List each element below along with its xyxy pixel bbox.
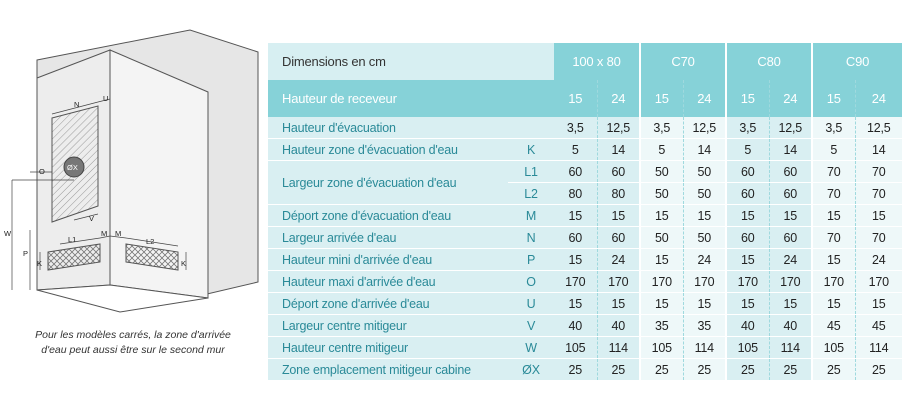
value-cell: 15	[554, 205, 597, 227]
value-cell: 105	[554, 337, 597, 359]
receiver-height-cell: 24	[683, 80, 726, 117]
table-row	[268, 249, 902, 271]
value-cell: 12,5	[597, 117, 640, 139]
row-letter: P	[508, 249, 554, 271]
row-label: Hauteur mini d'arrivée d'eau	[268, 249, 508, 271]
value-cell: 15	[769, 205, 812, 227]
row-letter: V	[508, 315, 554, 337]
value-cell: 170	[554, 271, 597, 293]
value-cell: 15	[683, 293, 726, 315]
row-letter: W	[508, 337, 554, 359]
model-header: C70	[640, 43, 726, 80]
value-cell: 25	[812, 359, 855, 381]
table-row	[268, 359, 902, 381]
label-ox: ØX	[67, 163, 78, 172]
receiver-height-cell: 24	[769, 80, 812, 117]
receiver-height-cell: 15	[554, 80, 597, 117]
value-cell: 5	[726, 139, 769, 161]
row-label: Hauteur zone d'évacuation d'eau	[268, 139, 508, 161]
value-cell: 24	[769, 249, 812, 271]
table-row	[268, 161, 902, 183]
value-cell: 24	[597, 249, 640, 271]
value-cell: 50	[640, 227, 683, 249]
value-cell: 15	[554, 249, 597, 271]
value-cell: 15	[554, 293, 597, 315]
label-l1: L1	[68, 235, 77, 244]
value-cell: 3,5	[812, 117, 855, 139]
value-cell: 80	[554, 183, 597, 205]
label-p: P	[23, 249, 29, 258]
label-o: O	[39, 167, 45, 176]
value-cell: 70	[855, 227, 902, 249]
value-cell: 114	[683, 337, 726, 359]
receiver-height-row	[268, 80, 902, 117]
diagram-caption	[8, 328, 258, 358]
value-cell: 12,5	[769, 117, 812, 139]
row-label: Largeur arrivée d'eau	[268, 227, 508, 249]
value-cell: 24	[683, 249, 726, 271]
row-label: Zone emplacement mitigeur cabine	[268, 359, 508, 381]
value-cell: 114	[597, 337, 640, 359]
value-cell: 50	[683, 183, 726, 205]
value-cell: 15	[769, 293, 812, 315]
row-label: Hauteur d'évacuation	[268, 117, 508, 139]
value-cell: 35	[640, 315, 683, 337]
value-cell: 60	[554, 227, 597, 249]
value-cell: 105	[812, 337, 855, 359]
receiver-height-cell: 15	[640, 80, 683, 117]
value-cell: 3,5	[554, 117, 597, 139]
label-k2: K	[181, 259, 187, 268]
value-cell: 15	[812, 205, 855, 227]
value-cell: 3,5	[640, 117, 683, 139]
shower-dimension-diagram	[0, 0, 265, 330]
value-cell: 25	[855, 359, 902, 381]
row-label: Hauteur maxi d'arrivée d'eau	[268, 271, 508, 293]
value-cell: 15	[683, 205, 726, 227]
header-label: Dimensions en cm	[268, 43, 554, 80]
table-row	[268, 271, 902, 293]
value-cell: 14	[855, 139, 902, 161]
label-m1: M	[101, 229, 108, 238]
value-cell: 5	[812, 139, 855, 161]
value-cell: 60	[726, 183, 769, 205]
value-cell: 15	[812, 249, 855, 271]
table-row	[268, 117, 902, 139]
value-cell: 50	[640, 161, 683, 183]
table-row	[268, 293, 902, 315]
receiver-height-cell: 15	[812, 80, 855, 117]
value-cell: 5	[554, 139, 597, 161]
value-cell: 15	[855, 205, 902, 227]
value-cell: 25	[726, 359, 769, 381]
value-cell: 15	[812, 293, 855, 315]
value-cell: 40	[554, 315, 597, 337]
value-cell: 45	[812, 315, 855, 337]
receiver-height-cell: 24	[597, 80, 640, 117]
row-label: Largeur zone d'évacuation d'eau	[268, 161, 508, 205]
row-letter: N	[508, 227, 554, 249]
label-n: N	[74, 100, 80, 109]
table-row	[268, 205, 902, 227]
value-cell: 70	[812, 183, 855, 205]
row-label: Hauteur centre mitigeur	[268, 337, 508, 359]
value-cell: 50	[683, 227, 726, 249]
value-cell: 170	[855, 271, 902, 293]
value-cell: 15	[726, 205, 769, 227]
caption-line-2: d'eau peut aussi être sur le second mur	[41, 344, 225, 356]
value-cell: 170	[812, 271, 855, 293]
value-cell: 60	[769, 161, 812, 183]
value-cell: 40	[597, 315, 640, 337]
value-cell: 60	[597, 161, 640, 183]
row-letter: L2	[508, 183, 554, 205]
value-cell: 25	[683, 359, 726, 381]
dimensions-table	[268, 43, 902, 381]
value-cell: 15	[726, 249, 769, 271]
value-cell: 105	[640, 337, 683, 359]
receiver-height-cell: 15	[726, 80, 769, 117]
row-letter: U	[508, 293, 554, 315]
value-cell: 15	[726, 293, 769, 315]
label-w: W	[4, 229, 12, 238]
value-cell: 60	[769, 227, 812, 249]
value-cell: 40	[726, 315, 769, 337]
value-cell: 25	[554, 359, 597, 381]
value-cell: 15	[855, 293, 902, 315]
value-cell: 25	[597, 359, 640, 381]
label-k1: K	[37, 259, 43, 268]
value-cell: 60	[554, 161, 597, 183]
value-cell: 170	[683, 271, 726, 293]
value-cell: 170	[769, 271, 812, 293]
value-cell: 70	[812, 227, 855, 249]
value-cell: 60	[769, 183, 812, 205]
value-cell: 35	[683, 315, 726, 337]
value-cell: 40	[769, 315, 812, 337]
value-cell: 170	[640, 271, 683, 293]
value-cell: 70	[855, 161, 902, 183]
value-cell: 60	[726, 161, 769, 183]
value-cell: 105	[726, 337, 769, 359]
value-cell: 25	[640, 359, 683, 381]
value-cell: 12,5	[855, 117, 902, 139]
value-cell: 45	[855, 315, 902, 337]
table-row	[268, 337, 902, 359]
value-cell: 60	[726, 227, 769, 249]
row-letter	[508, 117, 554, 139]
row-label: Déport zone d'arrivée d'eau	[268, 293, 508, 315]
value-cell: 70	[812, 161, 855, 183]
row-letter: ØX	[508, 359, 554, 381]
row-letter: O	[508, 271, 554, 293]
value-cell: 114	[855, 337, 902, 359]
value-cell: 80	[597, 183, 640, 205]
value-cell: 15	[640, 249, 683, 271]
model-header: C80	[726, 43, 812, 80]
value-cell: 170	[726, 271, 769, 293]
label-v: V	[89, 214, 95, 223]
value-cell: 114	[769, 337, 812, 359]
value-cell: 14	[683, 139, 726, 161]
row-letter: K	[508, 139, 554, 161]
value-cell: 24	[855, 249, 902, 271]
value-cell: 60	[597, 227, 640, 249]
row-letter: L1	[508, 161, 554, 183]
value-cell: 15	[640, 293, 683, 315]
table-header-row	[268, 43, 902, 80]
value-cell: 25	[769, 359, 812, 381]
value-cell: 170	[597, 271, 640, 293]
value-cell: 3,5	[726, 117, 769, 139]
row-label: Déport zone d'évacuation d'eau	[268, 205, 508, 227]
value-cell: 70	[855, 183, 902, 205]
value-cell: 12,5	[683, 117, 726, 139]
table-row	[268, 139, 902, 161]
value-cell: 5	[640, 139, 683, 161]
value-cell: 50	[640, 183, 683, 205]
receiver-label: Hauteur de receveur	[268, 80, 554, 117]
receiver-height-cell: 24	[855, 80, 902, 117]
value-cell: 14	[597, 139, 640, 161]
value-cell: 50	[683, 161, 726, 183]
model-header: 100 x 80	[554, 43, 640, 80]
label-m2: M	[115, 229, 122, 238]
label-l2: L2	[146, 237, 155, 246]
table-row	[268, 227, 902, 249]
dimensions-table-body	[268, 43, 902, 381]
model-header: C90	[812, 43, 902, 80]
caption-line-1: Pour les modèles carrés, la zone d'arrivée	[35, 329, 231, 341]
value-cell: 15	[597, 205, 640, 227]
row-letter: M	[508, 205, 554, 227]
label-u: U	[103, 94, 109, 103]
table-row	[268, 315, 902, 337]
row-label: Largeur centre mitigeur	[268, 315, 508, 337]
value-cell: 15	[597, 293, 640, 315]
value-cell: 15	[640, 205, 683, 227]
value-cell: 14	[769, 139, 812, 161]
